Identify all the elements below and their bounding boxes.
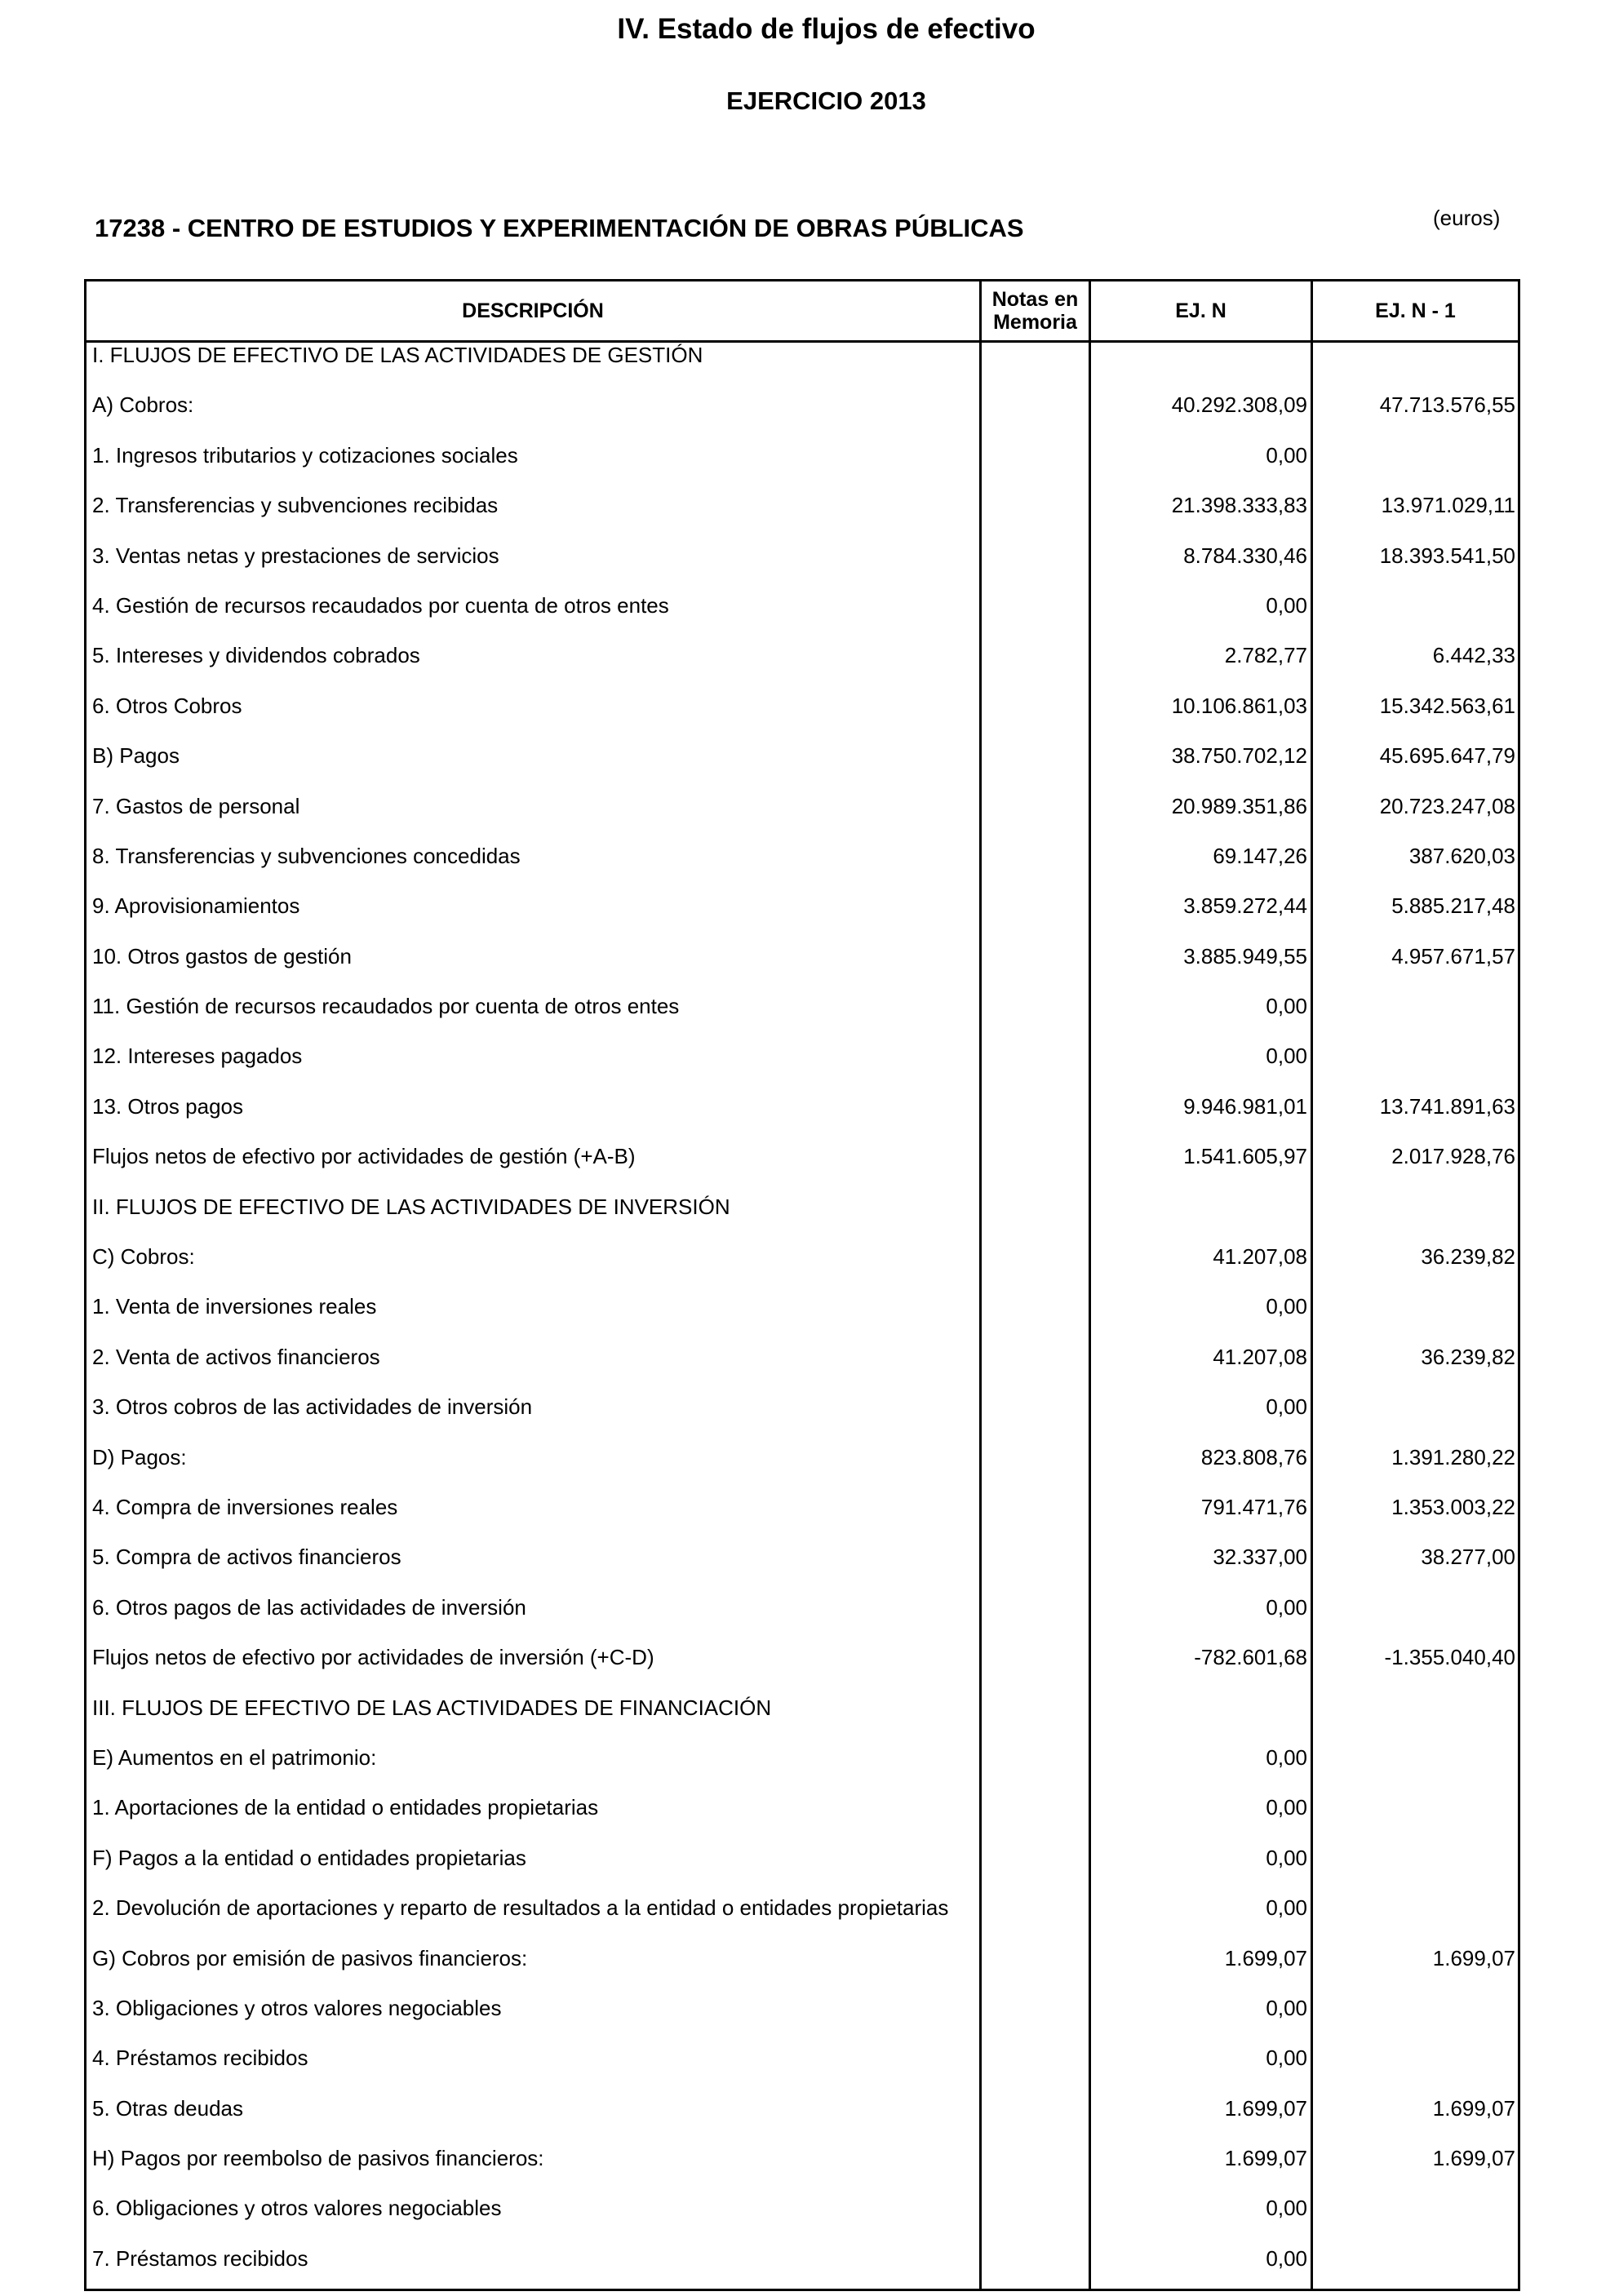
page-subtitle: EJERCICIO 2013 <box>726 86 926 115</box>
table-row <box>86 694 1518 743</box>
row-description: 5. Otras deudas <box>92 2095 243 2121</box>
row-description: 6. Otros Cobros <box>92 693 242 718</box>
row-value-ej-n1: 18.393.541,50 <box>1379 543 1515 568</box>
row-description: I. FLUJOS DE EFECTIVO DE LAS ACTIVIDADES DE GESTIÓN <box>92 343 703 367</box>
row-value-ej-n: 21.398.333,83 <box>1171 493 1307 518</box>
row-value-ej-n: 0,00 <box>1266 1044 1307 1069</box>
row-value-ej-n: 0,00 <box>1266 2245 1307 2271</box>
row-value-ej-n1: 13.741.891,63 <box>1379 1093 1515 1119</box>
table-row <box>86 643 1518 693</box>
table-row <box>86 1445 1518 1495</box>
table-row <box>86 443 1518 493</box>
row-value-ej-n: 8.784.330,46 <box>1183 543 1307 568</box>
page-title: IV. Estado de flujos de efectivo <box>617 13 1036 45</box>
table-row <box>86 1996 1518 2046</box>
row-value-ej-n: 0,00 <box>1266 994 1307 1019</box>
row-value-ej-n1: 15.342.563,61 <box>1379 693 1515 718</box>
row-value-ej-n1: 1.391.280,22 <box>1391 1444 1515 1469</box>
row-value-ej-n: 791.471,76 <box>1200 1494 1307 1519</box>
table-row <box>86 593 1518 643</box>
row-value-ej-n: 2.782,77 <box>1224 643 1307 668</box>
table-row <box>86 893 1518 943</box>
row-description: D) Pagos: <box>92 1444 187 1469</box>
row-description: 9. Aprovisionamientos <box>92 893 300 919</box>
row-description: 2. Transferencias y subvenciones recibidas <box>92 493 499 518</box>
row-description: E) Aumentos en el patrimonio: <box>92 1744 377 1770</box>
row-value-ej-n: 1.699,07 <box>1224 2146 1307 2171</box>
row-value-ej-n1: 1.699,07 <box>1432 1945 1515 1970</box>
header-descripcion: DESCRIPCIÓN <box>462 299 604 322</box>
row-description: 11. Gestión de recursos recaudados por cuenta de otros entes <box>92 994 680 1019</box>
row-value-ej-n: 38.750.702,12 <box>1171 743 1307 769</box>
row-value-ej-n1: 6.442,33 <box>1432 643 1515 668</box>
row-value-ej-n1: 47.713.576,55 <box>1379 392 1515 418</box>
table-row <box>86 1645 1518 1695</box>
row-value-ej-n: 0,00 <box>1266 2196 1307 2221</box>
row-value-ej-n: 0,00 <box>1266 1594 1307 1620</box>
table-row <box>86 1094 1518 1144</box>
row-description: 5. Intereses y dividendos cobrados <box>92 643 420 668</box>
table-row <box>86 1294 1518 1344</box>
row-description: 8. Transferencias y subvenciones concedidas <box>92 843 521 868</box>
table-row <box>86 794 1518 844</box>
table-row <box>86 1044 1518 1093</box>
row-value-ej-n: 0,00 <box>1266 1795 1307 1820</box>
table-row <box>86 2046 1518 2095</box>
row-value-ej-n: 0,00 <box>1266 442 1307 468</box>
row-value-ej-n1: 2.017.928,76 <box>1391 1144 1515 1169</box>
table-row <box>86 343 1518 392</box>
row-value-ej-n: 0,00 <box>1266 1394 1307 1420</box>
row-description: 6. Obligaciones y otros valores negociables <box>92 2196 502 2221</box>
row-value-ej-n: 0,00 <box>1266 1995 1307 2020</box>
row-description: 1. Venta de inversiones reales <box>92 1294 377 1319</box>
row-description: 13. Otros pagos <box>92 1093 243 1119</box>
row-description: G) Cobros por emisión de pasivos financieros: <box>92 1945 528 1970</box>
table-row <box>86 1946 1518 1996</box>
table-row <box>86 1795 1518 1845</box>
table-row <box>86 1394 1518 1444</box>
table-row <box>86 1345 1518 1394</box>
table-row <box>86 2196 1518 2245</box>
row-value-ej-n1: 36.239,82 <box>1421 1344 1515 1369</box>
row-description: Flujos netos de efectivo por actividades de gestión (+A-B) <box>92 1144 636 1169</box>
table-row <box>86 1695 1518 1745</box>
row-value-ej-n: 10.106.861,03 <box>1171 693 1307 718</box>
row-value-ej-n1: 38.277,00 <box>1421 1545 1515 1570</box>
row-value-ej-n: 1.699,07 <box>1224 2095 1307 2121</box>
row-value-ej-n: 0,00 <box>1266 1845 1307 1870</box>
table-body <box>86 343 1518 2296</box>
table-row <box>86 944 1518 994</box>
row-description: F) Pagos a la entidad o entidades propietarias <box>92 1845 526 1870</box>
row-description: Flujos netos de efectivo por actividades de inversión (+C-D) <box>92 1645 654 1670</box>
row-description: 4. Gestión de recursos recaudados por cuenta de otros entes <box>92 592 669 618</box>
table-header <box>86 281 1518 343</box>
row-value-ej-n1: 45.695.647,79 <box>1379 743 1515 769</box>
table-row <box>86 2146 1518 2196</box>
table-row <box>86 2096 1518 2146</box>
row-value-ej-n: 0,00 <box>1266 2046 1307 2071</box>
row-description: 1. Aportaciones de la entidad o entidades propietarias <box>92 1795 599 1820</box>
header-notas <box>982 281 1089 340</box>
row-value-ej-n1: 5.885.217,48 <box>1391 893 1515 919</box>
row-description: III. FLUJOS DE EFECTIVO DE LAS ACTIVIDADES DE FINANCIACIÓN <box>92 1695 772 1720</box>
row-description: 12. Intereses pagados <box>92 1044 303 1069</box>
table-row <box>86 1545 1518 1594</box>
row-description: A) Cobros: <box>92 392 194 418</box>
header-notas-line2: Memoria <box>993 311 1077 334</box>
row-value-ej-n: 32.337,00 <box>1213 1545 1307 1570</box>
row-value-ej-n: 1.541.605,97 <box>1183 1144 1307 1169</box>
row-value-ej-n: 41.207,08 <box>1213 1344 1307 1369</box>
table-row <box>86 392 1518 442</box>
row-value-ej-n: 3.885.949,55 <box>1183 943 1307 968</box>
row-value-ej-n: -782.601,68 <box>1194 1645 1307 1670</box>
row-description: 7. Préstamos recibidos <box>92 2245 308 2271</box>
row-description: H) Pagos por reembolso de pasivos financieros: <box>92 2146 544 2171</box>
row-value-ej-n: 1.699,07 <box>1224 1945 1307 1970</box>
table-row <box>86 493 1518 543</box>
row-value-ej-n: 823.808,76 <box>1200 1444 1307 1469</box>
row-value-ej-n1: 20.723.247,08 <box>1379 793 1515 818</box>
row-description: 7. Gastos de personal <box>92 793 300 818</box>
table-row <box>86 1895 1518 1945</box>
row-value-ej-n: 40.292.308,09 <box>1171 392 1307 418</box>
table-row <box>86 1745 1518 1795</box>
table-row <box>86 543 1518 593</box>
table-row <box>86 743 1518 793</box>
table-row <box>86 844 1518 893</box>
row-description: 4. Compra de inversiones reales <box>92 1494 398 1519</box>
row-value-ej-n1: 4.957.671,57 <box>1391 943 1515 968</box>
row-value-ej-n: 3.859.272,44 <box>1183 893 1307 919</box>
header-notas-line1: Notas en <box>991 288 1079 311</box>
row-value-ej-n1: 1.353.003,22 <box>1391 1494 1515 1519</box>
row-value-ej-n: 9.946.981,01 <box>1183 1093 1307 1119</box>
row-value-ej-n: 41.207,08 <box>1213 1244 1307 1270</box>
row-description: 3. Otros cobros de las actividades de inversión <box>92 1394 533 1420</box>
header-ej-n: EJ. N <box>1175 299 1226 322</box>
row-description: II. FLUJOS DE EFECTIVO DE LAS ACTIVIDADES DE INVERSIÓN <box>92 1194 730 1219</box>
row-value-ej-n1: -1.355.040,40 <box>1384 1645 1515 1670</box>
row-description: 2. Devolución de aportaciones y reparto de resultados a la entidad o entidades propietarias <box>92 1895 949 1921</box>
table-row <box>86 2246 1518 2296</box>
row-value-ej-n1: 1.699,07 <box>1432 2095 1515 2121</box>
entity-name: 17238 - CENTRO DE ESTUDIOS Y EXPERIMENTACIÓN DE OBRAS PÚBLICAS <box>95 214 1024 242</box>
table-row <box>86 1244 1518 1294</box>
row-value-ej-n: 0,00 <box>1266 592 1307 618</box>
row-description: 3. Obligaciones y otros valores negociables <box>92 1995 502 2020</box>
header-ej-n1: EJ. N - 1 <box>1375 299 1456 322</box>
table-row <box>86 1144 1518 1194</box>
currency-units: (euros) <box>1433 206 1501 230</box>
row-value-ej-n: 20.989.351,86 <box>1171 793 1307 818</box>
table-row <box>86 1595 1518 1645</box>
row-value-ej-n: 0,00 <box>1266 1294 1307 1319</box>
row-value-ej-n1: 36.239,82 <box>1421 1244 1515 1270</box>
row-description: 4. Préstamos recibidos <box>92 2046 308 2071</box>
table-row <box>86 1846 1518 1895</box>
row-description: 1. Ingresos tributarios y cotizaciones sociales <box>92 442 518 468</box>
row-value-ej-n1: 1.699,07 <box>1432 2146 1515 2171</box>
table-row <box>86 1195 1518 1244</box>
row-description: 2. Venta de activos financieros <box>92 1344 380 1369</box>
row-description: 3. Ventas netas y prestaciones de servicios <box>92 543 499 568</box>
row-value-ej-n: 0,00 <box>1266 1744 1307 1770</box>
row-value-ej-n1: 13.971.029,11 <box>1381 493 1515 518</box>
row-value-ej-n: 69.147,26 <box>1213 843 1307 868</box>
table-row <box>86 1495 1518 1545</box>
row-description: C) Cobros: <box>92 1244 195 1270</box>
row-value-ej-n1: 387.620,03 <box>1408 843 1515 868</box>
row-value-ej-n: 0,00 <box>1266 1895 1307 1921</box>
row-description: 6. Otros pagos de las actividades de inversión <box>92 1594 526 1620</box>
row-description: 10. Otros gastos de gestión <box>92 943 352 968</box>
table-row <box>86 994 1518 1044</box>
row-description: B) Pagos <box>92 743 180 769</box>
row-description: 5. Compra de activos financieros <box>92 1545 401 1570</box>
cash-flow-table <box>84 279 1520 2291</box>
